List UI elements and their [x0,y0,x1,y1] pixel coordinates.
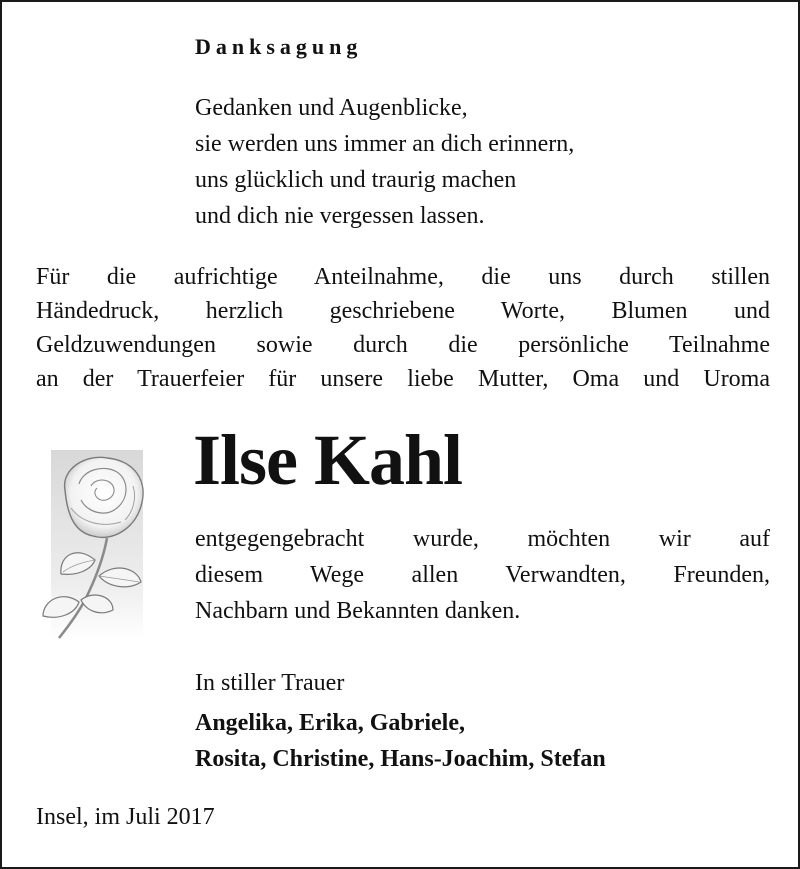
mourners-list [195,705,606,777]
notice-heading: Danksagung [195,34,363,59]
poem-line: Gedanken und Augenblicke, [195,95,468,121]
paragraph-line: diesem Wege allen Verwandten, Freunden, [195,562,770,588]
paragraph-line: Händedruck, herzlich geschriebene Worte, Blumen und [36,298,770,324]
thanks-paragraph [36,260,770,396]
paragraph-line: an der Trauerfeier für unsere liebe Mutter, Oma und Uroma [36,366,770,392]
mourners-line: Rosita, Christine, Hans-Joachim, Stefan [195,746,606,772]
poem-line: sie werden uns immer an dich erinnern, [195,131,575,157]
paragraph-line: Geldzuwendungen sowie durch die persönliche Teilnahme [36,332,770,358]
poem-block [195,90,574,234]
deceased-name: Ilse Kahl [193,420,463,500]
mourners-line: Angelika, Erika, Gabriele, [195,710,465,736]
paragraph-line: entgegengebracht wurde, möchten wir auf [195,526,770,552]
poem-line: und dich nie vergessen lassen. [195,203,485,229]
thanks-continuation [195,521,770,629]
poem-line: uns glücklich und traurig machen [195,167,517,193]
place-date: Insel, im Juli 2017 [36,804,215,830]
paragraph-line: Für die aufrichtige Anteilnahme, die uns durch stillen [36,264,770,290]
rose-icon [37,450,157,640]
paragraph-line: Nachbarn und Bekannten danken. [195,598,521,624]
mourning-intro: In stiller Trauer [195,670,345,696]
